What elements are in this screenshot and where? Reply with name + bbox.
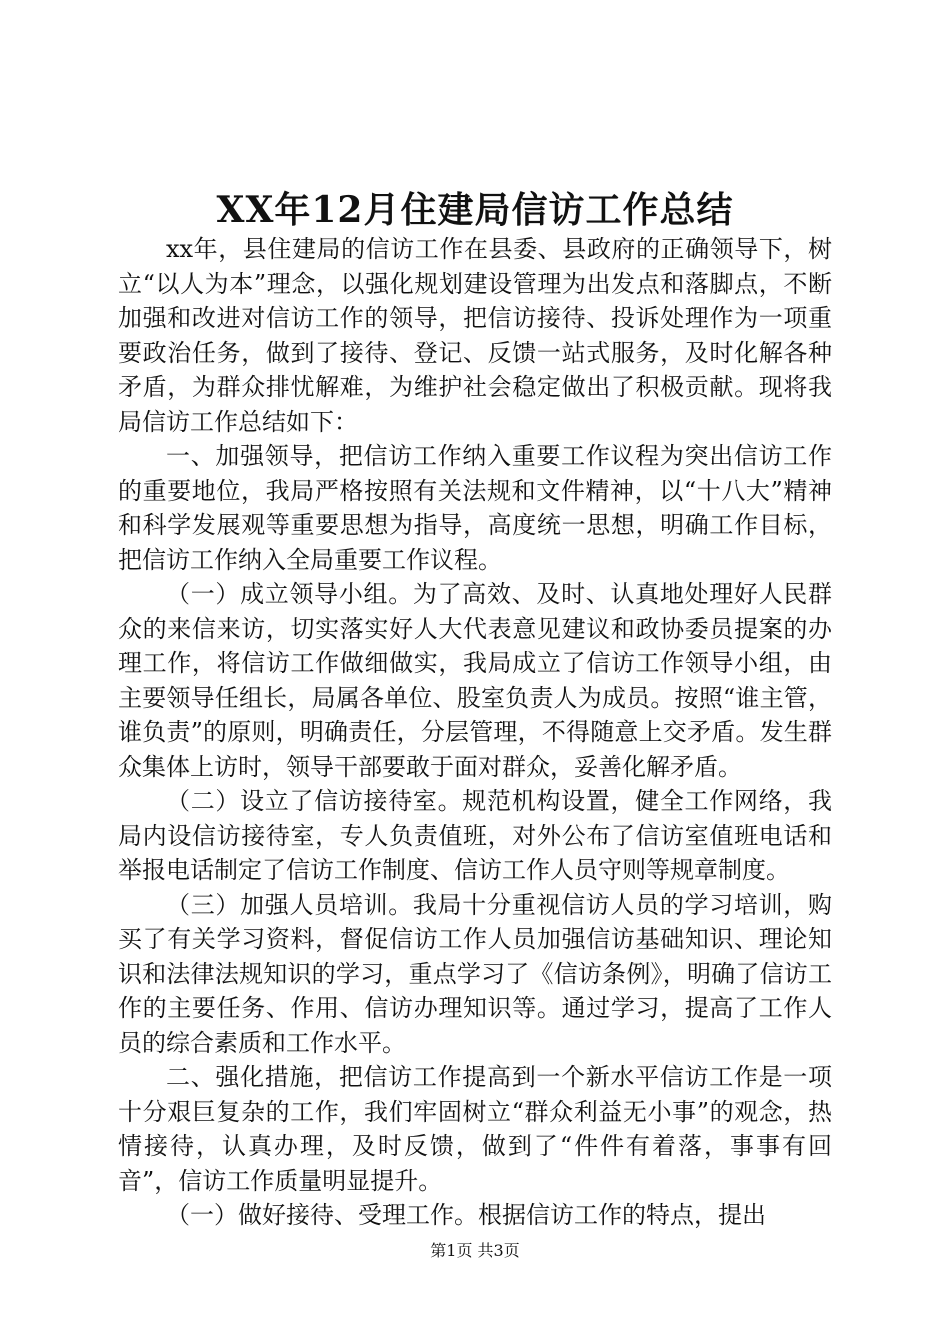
paragraph-section-1-item-2: （二）设立了信访接待室。规范机构设置，健全工作网络，我局内设信访接待室，专人负责值班，对外公布了信访室值班电话和举报电话制定了信访工作制度、信访工作人员守则等规章制度。 [118, 787, 832, 884]
page-number-footer: 第1页 共3页 [430, 1241, 520, 1260]
paragraph-section-2: 二、强化措施，把信访工作提高到一个新水平信访工作是一项十分艰巨复杂的工作，我们牢固树立“群众利益无小事”的观念，热情接待，认真办理，及时反馈，做到了“件件有着落，事事有回音”，信访工作质量明显提升。 [118, 1063, 832, 1195]
paragraph-section-1-item-3: （三）加强人员培训。我局十分重视信访人员的学习培训，购买了有关学习资料，督促信访工作人员加强信访基础知识、理论知识和法律法规知识的学习，重点学习了《信访条例》，明确了信访工作的主要任务、作用、信访办理知识等。通过学习，提高了工作人员的综合素质和工作水平。 [118, 890, 832, 1057]
paragraph-intro: xx年，县住建局的信访工作在县委、县政府的正确领导下，树立“以人为本”理念，以强化规划建设管理为出发点和落脚点，不断加强和改进对信访工作的领导，把信访接待、投诉处理作为一项重要政治任务，做到了接待、登记、反馈一站式服务，及时化解各种矛盾，为群众排忧解难，为维护社会稳定做出了积极贡献。现将我局信访工作总结如下： [118, 235, 832, 436]
paragraph-section-1: 一、加强领导，把信访工作纳入重要工作议程为突出信访工作的重要地位，我局严格按照有关法规和文件精神，以“十八大”精神和科学发展观等重要思想为指导，高度统一思想，明确工作目标，把信访工作纳入全局重要工作议程。 [118, 442, 832, 574]
paragraph-section-1-item-1: （一）成立领导小组。为了高效、及时、认真地处理好人民群众的来信来访，切实落实好人大代表意见建议和政协委员提案的办理工作，将信访工作做细做实，我局成立了信访工作领导小组，由主要领导任组长，局属各单位、股室负责人为成员。按照“谁主管，谁负责”的原则，明确责任，分层管理，不得随意上交矛盾。发生群众集体上访时，领导干部要敢于面对群众，妥善化解矛盾。 [118, 580, 832, 781]
document-body [118, 232, 832, 1233]
document-title: XX年12月住建局信访工作总结 [216, 189, 734, 231]
paragraph-section-2-item-1: （一）做好接待、受理工作。根据信访工作的特点，提出 [166, 1201, 766, 1229]
